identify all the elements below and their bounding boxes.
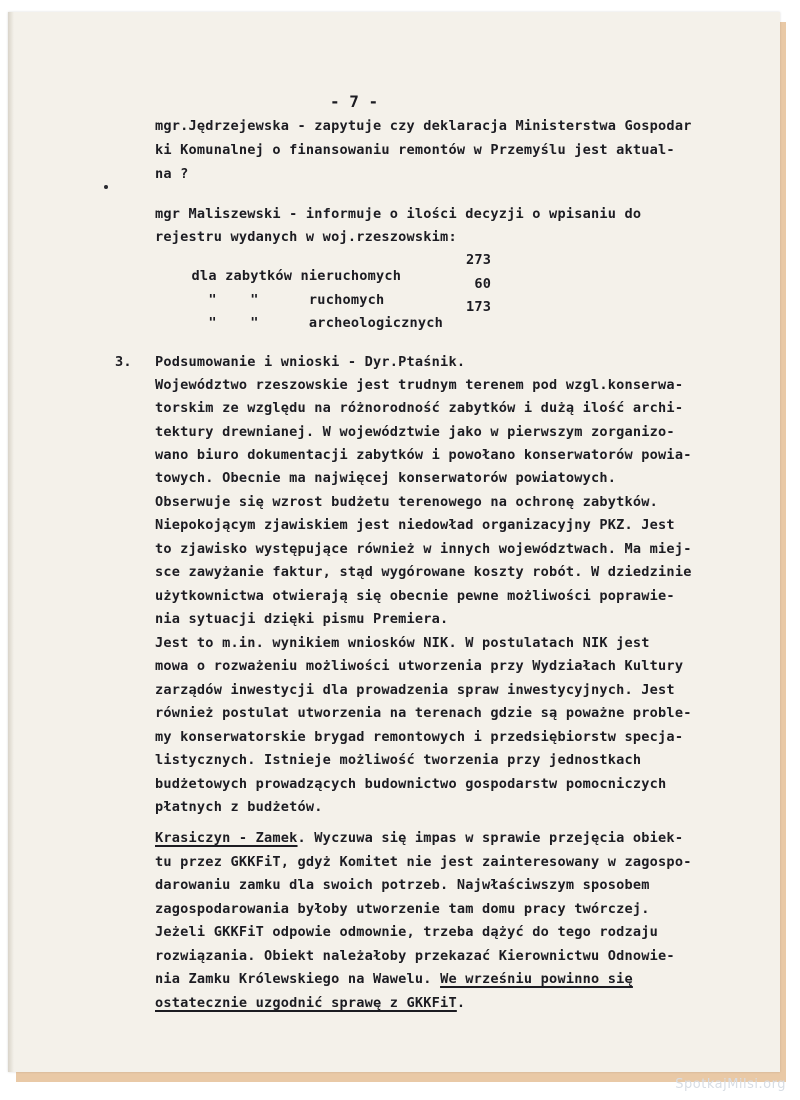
text-line: budżetowych prowadzących budownictwo gospodarstw pomocniczych bbox=[155, 776, 667, 792]
section-heading: Podsumowanie i wnioski - Dyr.Ptaśnik. bbox=[155, 354, 466, 370]
text-line: tu przez GKKFiT, gdyż Komitet nie jest zainteresowany w zagospo- bbox=[155, 854, 692, 870]
text-line: zarządów inwestycji dla prowadzenia spraw inwestycyjnych. Jest bbox=[155, 682, 675, 698]
text-line: ki Komunalnej o finansowaniu remontów w Przemyślu jest aktual- bbox=[155, 142, 675, 158]
text-line: wano biuro dokumentacji zabytków i powołano konserwatorów powia- bbox=[155, 447, 692, 463]
text-line: użytkownictwa otwierają się obecnie pewne możliwości poprawie- bbox=[155, 588, 675, 604]
text-line: mgr Maliszewski - informuje o ilości decyzji o wpisaniu do bbox=[155, 206, 642, 222]
underlined-text: We wrześniu powinno się bbox=[440, 971, 633, 987]
text-line: torskim ze względu na różnorodność zabytków i dużą ilość archi- bbox=[155, 400, 684, 416]
table-value: 173 bbox=[466, 299, 492, 315]
table-value: 60 bbox=[466, 276, 492, 292]
text-line: na ? bbox=[155, 166, 189, 182]
table-row bbox=[158, 299, 443, 347]
text-line: to zjawisko występujące również w innych województwach. Ma miej- bbox=[155, 541, 692, 557]
text-line: sce zawyżanie faktur, stąd wygórowane koszty robót. W dziedzinie bbox=[155, 564, 692, 580]
text-span: nia Zamku Królewskiego na Wawelu. bbox=[155, 971, 441, 987]
text-line bbox=[155, 995, 465, 1011]
text-line: Niepokojącym zjawiskiem jest niedowład organizacyjny PKZ. Jest bbox=[155, 517, 675, 533]
text-line: Obserwuje się wzrost budżetu terenowego na ochronę zabytków. bbox=[155, 494, 659, 510]
underlined-text: ostatecznie uzgodnić sprawę z GKKFiT bbox=[155, 995, 457, 1011]
krasiczyn-heading: Krasiczyn - Zamek bbox=[155, 830, 298, 846]
text-line: rejestru wydanych w woj.rzeszowskim: bbox=[155, 229, 457, 245]
table-label: dla zabytków nieruchomych bbox=[191, 268, 402, 284]
text-line: listycznych. Istnieje możliwość tworzenia przy jednostkach bbox=[155, 752, 642, 768]
text-line: Jeżeli GKKFiT odpowie odmownie, trzeba dążyć do tego rodzaju bbox=[155, 924, 659, 940]
table-value: 273 bbox=[466, 252, 492, 268]
text-line bbox=[155, 971, 633, 987]
table-label: " " archeologicznych bbox=[191, 315, 444, 331]
text-line: płatnych z budżetów. bbox=[155, 799, 323, 815]
text-span: . bbox=[456, 995, 466, 1011]
text-line: towych. Obecnie ma najwięcej konserwatorów powiatowych. bbox=[155, 470, 617, 486]
text-line: rozwiązania. Obiekt należałoby przekazać Kierownictwu Odnowie- bbox=[155, 948, 675, 964]
text-line: darowaniu zamku dla swoich potrzeb. Najwłaściwszym sposobem bbox=[155, 877, 650, 893]
text-line: zagospodarowania byłoby utworzenie tam domu pracy twórczej. bbox=[155, 901, 650, 917]
text-line: mgr.Jędrzejewska - zapytuje czy deklaracja Ministerstwa Gospodar bbox=[155, 118, 692, 134]
table-label: " " ruchomych bbox=[191, 292, 385, 308]
watermark: SpotkajMilsi.org bbox=[675, 1077, 786, 1092]
text-line: tektury drewnianej. W województwie jako w pierwszym zorganizo- bbox=[155, 424, 675, 440]
page-number: - 7 - bbox=[330, 92, 379, 111]
text-line: Województwo rzeszowskie jest trudnym terenem pod wzgl.konserwa- bbox=[155, 377, 684, 393]
text-span: . Wyczuwa się impas w sprawie przejęcia obiek- bbox=[297, 830, 684, 846]
ink-dot bbox=[104, 185, 108, 189]
text-line: nia sytuacji dzięki pismu Premiera. bbox=[155, 611, 449, 627]
text-line: również postulat utworzenia na terenach gdzie są poważne proble- bbox=[155, 705, 692, 721]
text-line: Jest to m.in. wynikiem wniosków NIK. W postulatach NIK jest bbox=[155, 635, 650, 651]
section-number: 3. bbox=[115, 354, 132, 370]
text-line: my konserwatorskie brygad remontowych i przedsiębiorstw specja- bbox=[155, 729, 684, 745]
text-line bbox=[155, 830, 683, 846]
text-line: mowa o rozważeniu możliwości utworzenia przy Wydziałach Kultury bbox=[155, 658, 684, 674]
